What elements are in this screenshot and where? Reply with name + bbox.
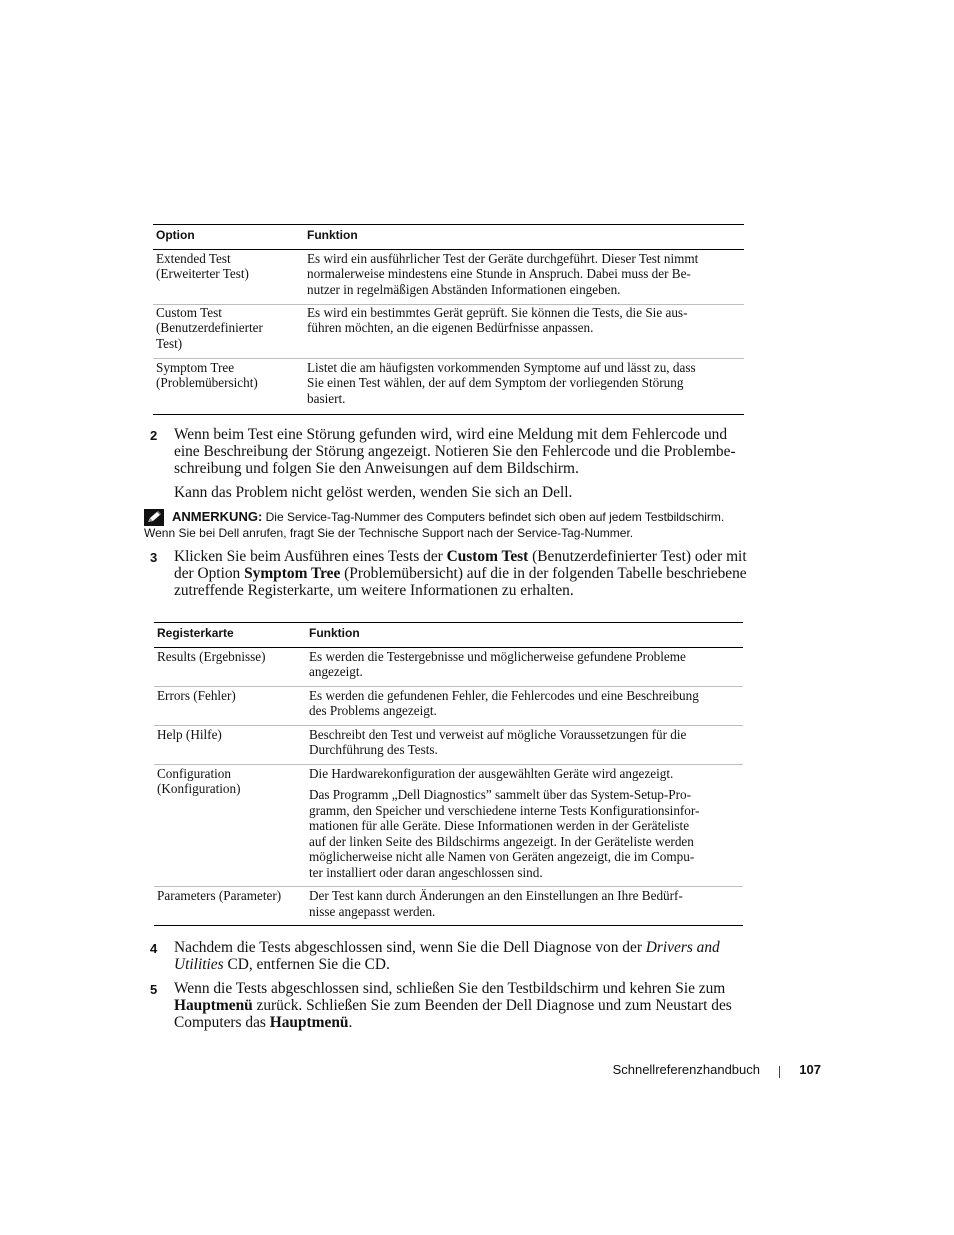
cell-line: gramm, den Speicher und verschiedene interne Tests Konfigurationsinfor- — [309, 802, 700, 818]
funktion-cell — [306, 647, 743, 686]
options-table — [153, 224, 744, 415]
cell-line: Es werden die Testergebnisse und möglicherweise gefundene Probleme — [309, 648, 686, 664]
column-header-option: Option — [153, 225, 304, 250]
page-footer — [560, 1062, 822, 1082]
funktion-cell — [306, 686, 743, 725]
text-run: der Option — [174, 565, 245, 582]
text-run: Klicken Sie beim Ausführen eines Tests der — [174, 548, 447, 565]
table-row — [154, 764, 743, 887]
funktion-cell — [304, 304, 744, 358]
cell-line: basiert. — [307, 390, 346, 406]
note-block — [144, 509, 764, 541]
table-header-row — [153, 225, 744, 250]
funktion-cell — [304, 249, 744, 304]
symptom-tree-term: Symptom Tree — [244, 565, 341, 582]
cell-paragraph — [309, 688, 740, 719]
cell-paragraph — [309, 649, 740, 680]
text-run: Nachdem die Tests abgeschlossen sind, wenn Sie die Dell Diagnose von der — [174, 939, 646, 956]
cell-line: Custom Test — [156, 304, 222, 320]
cell-line: (Problemübersicht) — [156, 375, 258, 390]
table-row — [154, 725, 743, 764]
text-run: . — [348, 1014, 353, 1031]
note-line: Die Service-Tag-Nummer des Computers befindet sich oben auf jedem Testbildschirm. — [262, 510, 725, 524]
note-text — [144, 509, 764, 541]
tab-cell — [154, 887, 306, 926]
cell-line: ter installiert oder daran angeschlossen sind. — [309, 864, 543, 880]
cell-line: Beschreibt den Test und verweist auf mögliche Voraussetzungen für die — [309, 726, 687, 742]
cell-paragraph — [309, 888, 740, 919]
dell-contact-paragraph: Kann das Problem nicht gelöst werden, wenden Sie sich an Dell. — [174, 484, 573, 501]
text-line: Wenn beim Test eine Störung gefunden wird, wird eine Meldung mit dem Fehlercode und — [174, 426, 728, 443]
table-row — [154, 647, 743, 686]
tab-cell — [154, 725, 306, 764]
tab-cell — [154, 764, 306, 887]
step-text — [174, 548, 760, 599]
cell-line: Test) — [156, 335, 183, 351]
table-row — [153, 358, 744, 414]
hauptmenu-term: Hauptmenü — [174, 997, 253, 1014]
cell-line: Die Hardwarekonfiguration der ausgewählten Geräte wird angezeigt. — [309, 765, 674, 781]
column-header-registerkarte: Registerkarte — [154, 623, 306, 648]
text-run: (Problemübersicht) auf die in der folgenden Tabelle beschriebene — [340, 565, 747, 582]
step-number: 3 — [150, 550, 158, 565]
step-text — [174, 980, 760, 1031]
table-row — [153, 249, 744, 304]
step-number: 4 — [150, 941, 158, 956]
cell-line: führen möchten, an die eigenen Bedürfnisse anpassen. — [307, 320, 594, 335]
step-2 — [150, 426, 760, 477]
step-5 — [150, 980, 760, 1031]
text-run: Computers das — [174, 1014, 270, 1031]
funktion-cell — [304, 358, 744, 414]
text-line: schreibung und folgen Sie den Anweisungen auf dem Bildschirm. — [174, 460, 579, 477]
page-number: 107 — [799, 1062, 821, 1077]
cell-line: Durchführung des Tests. — [309, 742, 438, 757]
cell-paragraph — [309, 787, 740, 880]
table-row — [154, 686, 743, 725]
funktion-cell — [306, 887, 743, 926]
cell-line: Listet die am häufigsten vorkommenden Symptome auf und lässt zu, dass — [307, 359, 696, 375]
cell-line: mationen für alle Geräte. Diese Informationen werden in der Geräteliste — [309, 818, 690, 833]
option-cell — [153, 249, 304, 304]
cell-line: des Problems angezeigt. — [309, 703, 437, 718]
note-label: ANMERKUNG: — [172, 509, 263, 524]
cell-line: möglicherweise nicht alle Namen von Geräten angezeigt, die im Compu- — [309, 849, 695, 864]
tab-cell — [154, 647, 306, 686]
cell-line: Es wird ein ausführlicher Test der Geräte durchgeführt. Dieser Test nimmt — [307, 250, 699, 266]
step-4 — [150, 939, 760, 973]
text-line: eine Beschreibung der Störung angezeigt. Notieren Sie den Fehlercode und die Problembe- — [174, 443, 736, 460]
step-3 — [150, 548, 760, 599]
text-run: Wenn die Tests abgeschlossen sind, schließen Sie den Testbildschirm und kehren Sie zum — [174, 980, 726, 997]
pencil-note-icon — [144, 509, 164, 526]
step-text — [174, 426, 760, 477]
cell-line: Symptom Tree — [156, 359, 235, 375]
hauptmenu-term: Hauptmenü — [269, 1014, 349, 1031]
text-run: CD, entfernen Sie die CD. — [223, 956, 390, 973]
cell-line: Es wird ein bestimmtes Gerät geprüft. Sie können die Tests, die Sie aus- — [307, 304, 688, 320]
cell-line: Der Test kann durch Änderungen an den Einstellungen an Ihre Bedürf- — [309, 888, 683, 903]
cell-line: Help (Hilfe) — [157, 726, 222, 742]
table-row — [154, 887, 743, 926]
cell-line: Es werden die gefundenen Fehler, die Fehlercodes und eine Beschreibung — [309, 687, 699, 703]
cd-title: Utilities — [174, 956, 224, 973]
cell-line: Extended Test — [156, 250, 231, 266]
option-cell — [153, 358, 304, 414]
cell-line: Parameters (Parameter) — [157, 888, 282, 903]
cell-line: (Konfiguration) — [157, 781, 241, 796]
custom-test-term: Custom Test — [446, 548, 529, 565]
cell-line: nutzer in regelmäßigen Abständen Informationen eingeben. — [307, 281, 621, 297]
cell-paragraph — [309, 727, 740, 758]
cell-paragraph — [309, 766, 740, 782]
step-number: 5 — [150, 982, 158, 997]
cell-line: Das Programm „Dell Diagnostics” sammelt über das System-Setup-Pro- — [309, 787, 691, 802]
step-number: 2 — [150, 428, 158, 443]
text-run: zurück. Schließen Sie zum Beenden der Dell Diagnose und zum Neustart des — [252, 997, 732, 1014]
cell-line: angezeigt. — [309, 664, 363, 679]
cd-title: Drivers and — [645, 939, 720, 956]
cell-line: Configuration — [157, 765, 231, 781]
cell-line: (Erweiterter Test) — [156, 266, 249, 281]
cell-line: Results (Ergebnisse) — [157, 648, 266, 664]
table-row — [153, 304, 744, 358]
column-header-funktion: Funktion — [304, 225, 744, 250]
option-cell — [153, 304, 304, 358]
step-text — [174, 939, 760, 973]
cell-line: (Benutzerdefinierter — [156, 320, 263, 335]
table-header-row — [154, 623, 743, 648]
text-run: zutreffende Registerkarte, um weitere Informationen zu erhalten. — [174, 582, 574, 599]
text-run: (Benutzerdefinierter Test) oder mit — [528, 548, 747, 565]
footer-title: Schnellreferenzhandbuch — [612, 1062, 760, 1077]
cell-line: auf der linken Seite des Bildschirms angezeigt. In der Geräteliste werden — [309, 833, 694, 849]
cell-line: normalerweise mindestens eine Stunde in Anspruch. Dabei muss der Be- — [307, 266, 691, 281]
tabs-table — [154, 622, 743, 926]
cell-line: Errors (Fehler) — [157, 687, 236, 703]
funktion-cell — [306, 725, 743, 764]
cell-line: nisse angepasst werden. — [309, 903, 436, 919]
column-header-funktion: Funktion — [306, 623, 743, 648]
cell-line: Sie einen Test wählen, der auf dem Symptom der vorliegenden Störung — [307, 375, 684, 390]
funktion-cell — [306, 764, 743, 887]
tab-cell — [154, 686, 306, 725]
note-line: Wenn Sie bei Dell anrufen, fragt Sie der Technische Support nach der Service-Tag-Nummer. — [144, 526, 634, 540]
footer-divider — [779, 1066, 780, 1078]
